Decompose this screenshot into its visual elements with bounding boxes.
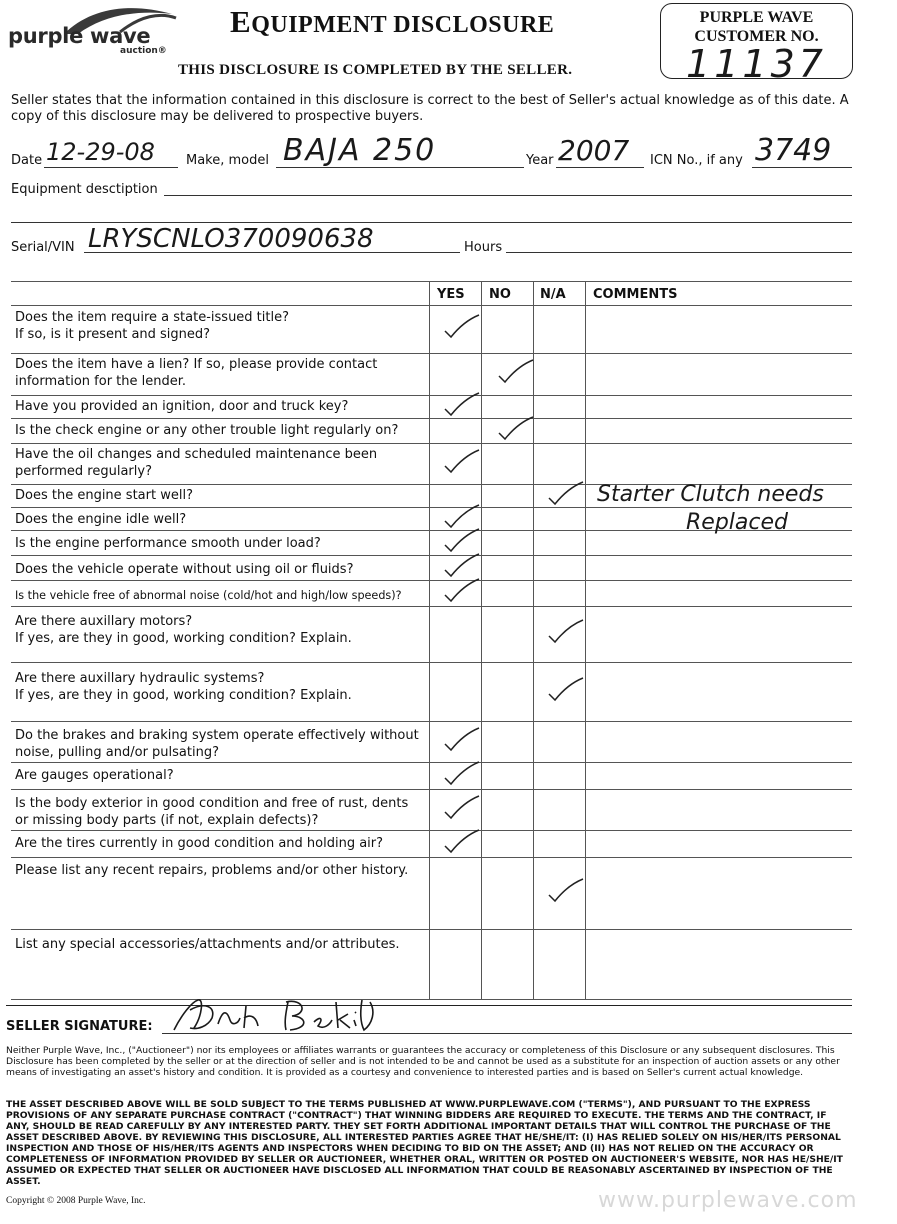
customer-number-value[interactable]: 11137 <box>686 42 827 86</box>
header-na: N/A <box>540 287 566 302</box>
checkmark-na-17[interactable] <box>545 877 585 905</box>
disclaimer-courtesy: Neither Purple Wave, Inc., ("Auctioneer") nor its employees or affiliates warrants or guarantees the accuracy or completeness of this Disclosure or any subsequent disclosures. This Disclosure has been completed by the seller or at the direction of seller and is not intended to be and cannot be used as a substitute for an inspection of auction assets or any other means of investigating an asset's history and condition. It is provided as a courtesy and convenience to interested parties and is based on Seller's current actual knowledge. <box>6 1045 840 1078</box>
equipment-description-line-1[interactable] <box>164 195 852 196</box>
checkmark-no-4[interactable] <box>495 415 535 443</box>
logo-subtext: auction® <box>120 46 167 56</box>
checkmark-yes-10[interactable] <box>441 577 481 605</box>
question-18: List any special accessories/attachments and/or attributes. <box>15 937 400 952</box>
customer-label-line-1: PURPLE WAVE <box>699 9 814 26</box>
checkmark-yes-3[interactable] <box>441 391 481 419</box>
comment-line-2[interactable]: Replaced <box>686 510 788 535</box>
question-3: Have you provided an ignition, door and truck key? <box>15 399 349 414</box>
header-no: NO <box>489 287 511 302</box>
seller-signature-label: SELLER SIGNATURE: <box>6 1019 153 1034</box>
date-label: Date <box>11 153 43 168</box>
question-16: Are the tires currently in good condition and holding air? <box>15 836 384 851</box>
website-watermark: www.purplewave.com <box>598 1188 858 1213</box>
header-yes: YES <box>437 287 465 302</box>
year-field[interactable]: 2007 <box>558 134 630 167</box>
copyright: Copyright © 2008 Purple Wave, Inc. <box>6 1196 146 1206</box>
hours-field[interactable] <box>506 252 852 253</box>
title-initial: E <box>230 4 252 39</box>
serial-vin-field[interactable]: LRYSCNLO370090638 <box>88 224 374 254</box>
header-comments: COMMENTS <box>593 287 678 302</box>
hours-label: Hours <box>464 240 503 255</box>
checkmark-yes-9[interactable] <box>441 552 481 580</box>
customer-label-line-2: CUSTOMER NO. <box>694 28 819 45</box>
question-12: Are there auxillary hydraulic systems? If yes, are they in good, working condition? Explain. <box>15 671 352 703</box>
question-9: Does the vehicle operate without using oil or fluids? <box>15 562 354 577</box>
question-4: Is the check engine or any other trouble light regularly on? <box>15 423 399 438</box>
seller-statement: Seller states that the information contained in this disclosure is correct to the best of Seller's actual knowledge as of this date. A copy of this disclosure may be delivered to prospective buyers. <box>11 93 849 124</box>
checkmark-yes-15[interactable] <box>441 794 481 822</box>
checkmark-yes-14[interactable] <box>441 760 481 788</box>
question-5: Have the oil changes and scheduled maintenance been performed regularly? <box>15 447 378 479</box>
question-7: Does the engine idle well? <box>15 512 187 527</box>
logo-wordmark: purple wave <box>8 24 151 48</box>
question-6: Does the engine start well? <box>15 488 193 503</box>
date-field[interactable]: 12-29-08 <box>46 138 155 166</box>
checkmark-no-2[interactable] <box>495 358 535 386</box>
question-1: Does the item require a state-issued title? If so, is it present and signed? <box>15 310 290 342</box>
year-label: Year <box>526 153 554 168</box>
checkmark-na-6[interactable] <box>545 480 585 508</box>
question-2: Does the item have a lien? If so, please provide contact information for the lender. <box>15 357 378 389</box>
equipment-description-label: Equipment desctiption <box>11 182 158 197</box>
make-model-field[interactable]: BAJA 250 <box>283 133 437 168</box>
title-rest: QUIPMENT DISCLOSURE <box>251 12 555 38</box>
page-subtitle: THIS DISCLOSURE IS COMPLETED BY THE SELLER. <box>178 62 573 78</box>
customer-number-label <box>661 8 852 46</box>
icn-label: ICN No., if any <box>650 153 743 168</box>
checkmark-yes-5[interactable] <box>441 448 481 476</box>
question-17: Please list any recent repairs, problems and/or other history. <box>15 863 409 878</box>
icn-field[interactable]: 3749 <box>755 133 832 168</box>
customer-number-box <box>660 3 853 86</box>
checkmark-na-11[interactable] <box>545 618 585 646</box>
checkmark-na-12[interactable] <box>545 676 585 704</box>
comment-line-1[interactable]: Starter Clutch needs <box>597 482 824 507</box>
checkmark-yes-8[interactable] <box>441 527 481 555</box>
page-title <box>230 4 554 40</box>
serial-vin-label: Serial/VIN <box>11 240 75 255</box>
question-8: Is the engine performance smooth under load? <box>15 536 321 551</box>
checkmark-yes-13[interactable] <box>441 726 481 754</box>
question-13: Do the brakes and braking system operate effectively without noise, pulling and/or pulsating? <box>15 728 419 760</box>
question-10: Is the vehicle free of abnormal noise (cold/hot and high/low speeds)? <box>15 589 402 602</box>
seller-signature[interactable] <box>168 994 383 1036</box>
question-14: Are gauges operational? <box>15 768 174 783</box>
make-model-label: Make, model <box>186 153 269 168</box>
equipment-description-line-2[interactable] <box>11 222 852 223</box>
checkmark-yes-16[interactable] <box>441 828 481 856</box>
purple-wave-logo <box>4 4 174 60</box>
question-11: Are there auxillary motors? If yes, are they in good, working condition? Explain. <box>15 614 352 646</box>
checkmark-yes-1[interactable] <box>441 313 481 341</box>
disclaimer-terms: THE ASSET DESCRIBED ABOVE WILL BE SOLD SUBJECT TO THE TERMS PUBLISHED AT WWW.PURPLEWAVE.COM ("TERMS"), AND PURSUANT TO THE EXPRESS PROVISIONS OF ANY SEPARATE PURCHASE CONTRACT ("CONTRACT") THAT WINNING BIDDERS ARE REQUIRED TO EXECUTE. THE TERMS AND THE CONTRACT, IF ANY, SHOULD BE READ CAREFULLY BY ANY INTERESTED PARTY. THEY SET FORTH ADDITIONAL IMPORTANT DETAILS THAT WILL CONTROL THE PURCHASE OF THE ASSET DESCRIBED ABOVE. BY REVIEWING THIS DISCLOSURE, ALL INTERESTED PARTIES AGREE THAT HE/SHE/IT: (I) HAS RELIED SOLELY ON HIS/HER/ITS PERSONAL INSPECTION AND THOSE OF HIS/HER/ITS AGENTS AND INSPECTORS WHEN DECIDING TO BID ON THE ASSET; AND (II) HAS NOT RELIED ON THE ACCURACY OR COMPLETENESS OF INFORMATION PROVIDED BY SELLER OR AUCTIONEER, WHETHER ORAL, WRITTEN OR POSTED ON AUCTIONEER'S WEBSITE, NOR HAS HE/SHE/IT ASSUMED OR EXPECTED THAT SELLER OR AUCTIONEER HAVE DISCLOSED ALL INFORMATION THAT COULD BE REASONABLY ASCERTAINED BY INSPECTION OF THE ASSET. <box>6 1099 843 1187</box>
question-15: Is the body exterior in good condition and free of rust, dents or missing body parts (if not, explain defects)? <box>15 796 409 828</box>
